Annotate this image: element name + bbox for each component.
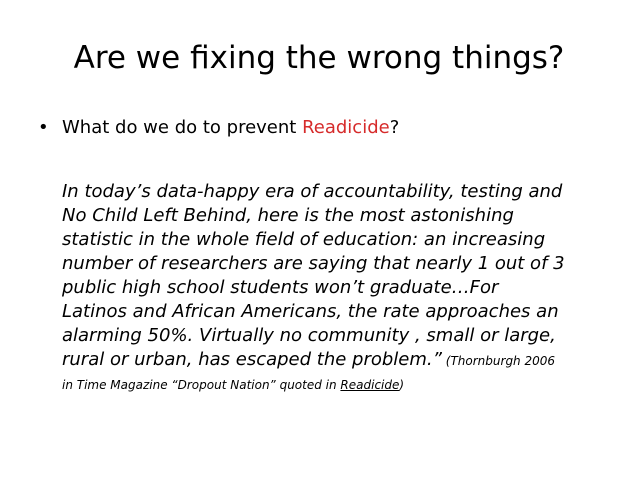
bullet-marker: • (38, 117, 49, 138)
citation-text: in Time Magazine “Dropout Nation” quoted in (62, 378, 341, 392)
quote-line-with-citation (62, 348, 622, 373)
citation-link-readicide[interactable]: Readicide (340, 378, 400, 392)
bullet-suffix: ? (389, 117, 400, 138)
slide-title: Are we fixing the wrong things? (73, 40, 565, 76)
citation-close: ) (399, 378, 405, 392)
quote-line: alarming 50%. Virtually no community , small or large, (62, 325, 556, 346)
quote-line: In today’s data-happy era of accountability, testing and (62, 181, 563, 202)
quote-line: statistic in the whole field of education: an increasing (62, 229, 546, 250)
quote-block (62, 180, 622, 397)
citation-source: (Thornburgh 2006 (441, 354, 556, 368)
quote-line: No Child Left Behind, here is the most astonishing (62, 205, 514, 226)
quote-line: rural or urban, has escaped the problem.” (62, 349, 442, 370)
bullet-question (38, 116, 618, 140)
bullet-highlight-readicide: Readicide (302, 117, 390, 138)
bullet-prefix: What do we do to prevent (62, 117, 303, 138)
quote-line: number of researchers are saying that nearly 1 out of 3 (62, 253, 565, 274)
quote-line: public high school students won’t graduate…For (62, 277, 499, 298)
quote-line: Latinos and African Americans, the rate approaches an (62, 301, 559, 322)
citation-line (62, 373, 622, 397)
